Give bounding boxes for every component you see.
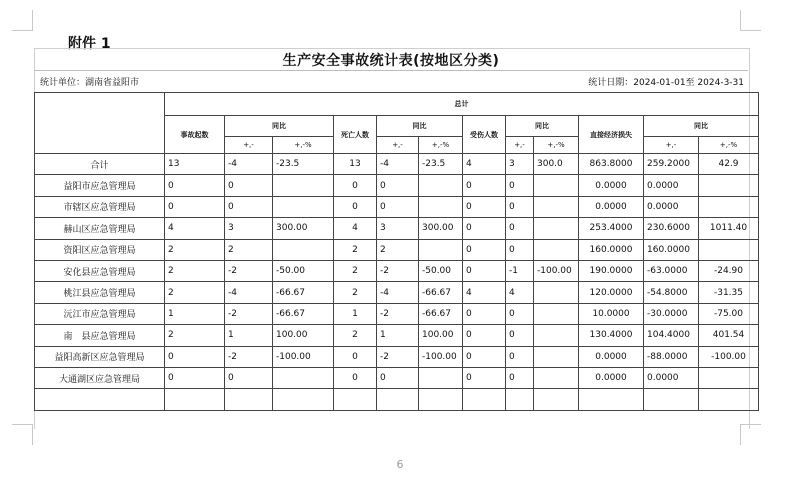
accidents-cell: 2 — [165, 239, 225, 260]
loss-cell: 0.0000 — [579, 367, 644, 388]
accidents-diff-cell: -2 — [225, 303, 273, 324]
injured-cell: 0 — [463, 367, 506, 388]
accidents-cell: 1 — [165, 303, 225, 324]
deaths-pct-cell: -50.00 — [419, 260, 463, 281]
loss-cell: 863.8000 — [579, 154, 644, 175]
loss-pct-cell — [699, 196, 759, 217]
deaths-cell: 13 — [334, 154, 377, 175]
loss-cell: 253.4000 — [579, 218, 644, 239]
loss-cell: 10.0000 — [579, 303, 644, 324]
deaths-cell: 0 — [334, 175, 377, 196]
accidents-diff-cell: 0 — [225, 196, 273, 217]
injured-diff-cell: 0 — [506, 218, 534, 239]
accidents-pct-cell: -100.00 — [273, 346, 334, 367]
accidents-pct-header: +,-% — [273, 137, 334, 154]
region-name: 合计 — [35, 154, 165, 175]
loss-diff-cell: -63.0000 — [644, 260, 699, 281]
loss-cell: 120.0000 — [579, 282, 644, 303]
loss-pct-header: +,-% — [699, 137, 759, 154]
loss-diff-header: +,- — [644, 137, 699, 154]
loss-cell: 0.0000 — [579, 346, 644, 367]
deaths-yoy-header: 同比 — [377, 116, 463, 137]
injured-diff-cell: 3 — [506, 154, 534, 175]
table-row — [35, 367, 759, 388]
loss-pct-cell — [699, 367, 759, 388]
accidents-pct-cell — [273, 196, 334, 217]
injured-diff-header: +,- — [506, 137, 534, 154]
loss-diff-cell: 0.0000 — [644, 196, 699, 217]
accidents-cell: 13 — [165, 154, 225, 175]
page-corner-mark — [12, 424, 33, 445]
loss-pct-cell: -75.00 — [699, 303, 759, 324]
accidents-cell: 0 — [165, 196, 225, 217]
loss-pct-cell: -100.00 — [699, 346, 759, 367]
deaths-cell: 4 — [334, 218, 377, 239]
accidents-pct-cell — [273, 175, 334, 196]
accidents-pct-cell — [273, 367, 334, 388]
deaths-cell: 2 — [334, 239, 377, 260]
region-header-cell — [35, 93, 165, 154]
region-name: 安化县应急管理局 — [35, 260, 165, 281]
table-row — [35, 346, 759, 367]
injured-diff-cell: 0 — [506, 196, 534, 217]
accidents-diff-cell: 2 — [225, 239, 273, 260]
deaths-header: 死亡人数 — [334, 116, 377, 154]
injured-cell: 0 — [463, 175, 506, 196]
injured-cell: 0 — [463, 218, 506, 239]
deaths-diff-header: +,- — [377, 137, 419, 154]
injured-cell: 0 — [463, 346, 506, 367]
deaths-cell: 2 — [334, 260, 377, 281]
region-name: 南 县应急管理局 — [35, 325, 165, 346]
accidents-pct-cell: -66.67 — [273, 282, 334, 303]
loss-pct-cell: 401.54 — [699, 325, 759, 346]
deaths-diff-cell: -4 — [377, 154, 419, 175]
loss-pct-cell: 1011.40 — [699, 218, 759, 239]
deaths-diff-cell: -2 — [377, 303, 419, 324]
empty-cell — [579, 389, 644, 410]
deaths-pct-cell: -100.00 — [419, 346, 463, 367]
accidents-header: 事故起数 — [165, 116, 225, 154]
accidents-cell: 2 — [165, 325, 225, 346]
empty-cell — [699, 389, 759, 410]
table-row — [35, 196, 759, 217]
table-row — [35, 282, 759, 303]
empty-cell — [644, 389, 699, 410]
statistics-table — [34, 92, 759, 411]
deaths-diff-cell: -4 — [377, 282, 419, 303]
loss-cell: 0.0000 — [579, 175, 644, 196]
region-name: 大通湖区应急管理局 — [35, 367, 165, 388]
page-number: 6 — [396, 458, 404, 471]
accidents-pct-cell: 100.00 — [273, 325, 334, 346]
deaths-diff-cell: -2 — [377, 346, 419, 367]
deaths-diff-cell: 2 — [377, 239, 419, 260]
injured-cell: 4 — [463, 154, 506, 175]
loss-cell: 160.0000 — [579, 239, 644, 260]
injured-pct-cell — [534, 325, 579, 346]
table-row — [35, 325, 759, 346]
deaths-pct-cell: -66.67 — [419, 303, 463, 324]
accidents-diff-cell: -4 — [225, 282, 273, 303]
accidents-diff-cell: -2 — [225, 260, 273, 281]
empty-cell — [463, 389, 506, 410]
injured-cell: 0 — [463, 303, 506, 324]
table-row — [35, 154, 759, 175]
region-name: 益阳高新区应急管理局 — [35, 346, 165, 367]
statistics-unit: 统计单位：湖南省益阳市 — [40, 78, 140, 88]
deaths-cell: 0 — [334, 346, 377, 367]
deaths-pct-cell — [419, 196, 463, 217]
accidents-diff-header: +,- — [225, 137, 273, 154]
deaths-cell: 0 — [334, 196, 377, 217]
accidents-cell: 0 — [165, 175, 225, 196]
region-name: 赫山区应急管理局 — [35, 218, 165, 239]
accidents-cell: 0 — [165, 367, 225, 388]
deaths-diff-cell: 0 — [377, 175, 419, 196]
injured-pct-cell — [534, 367, 579, 388]
loss-pct-cell: -24.90 — [699, 260, 759, 281]
injured-yoy-header: 同比 — [506, 116, 579, 137]
injured-cell: 4 — [463, 282, 506, 303]
region-name: 桃江县应急管理局 — [35, 282, 165, 303]
statistics-date: 统计日期：2024-01-01至 2024-3-31 — [588, 78, 744, 88]
injured-pct-cell — [534, 239, 579, 260]
injured-diff-cell: 0 — [506, 346, 534, 367]
deaths-diff-cell: 0 — [377, 367, 419, 388]
table-row — [35, 260, 759, 281]
page-corner-mark — [740, 10, 761, 31]
loss-diff-cell: -54.8000 — [644, 282, 699, 303]
title-divider — [34, 70, 748, 71]
attachment-label: 附件 1 — [68, 36, 111, 52]
loss-pct-cell — [699, 175, 759, 196]
loss-cell: 0.0000 — [579, 196, 644, 217]
total-header: 总计 — [165, 93, 759, 116]
accidents-diff-cell: 0 — [225, 367, 273, 388]
accidents-cell: 2 — [165, 282, 225, 303]
loss-diff-cell: -30.0000 — [644, 303, 699, 324]
empty-cell — [165, 389, 225, 410]
deaths-pct-cell — [419, 367, 463, 388]
accidents-cell: 2 — [165, 260, 225, 281]
injured-diff-cell: 0 — [506, 175, 534, 196]
deaths-diff-cell: 0 — [377, 196, 419, 217]
deaths-pct-cell: -23.5 — [419, 154, 463, 175]
empty-cell — [334, 389, 377, 410]
empty-cell — [377, 389, 419, 410]
accidents-cell: 0 — [165, 346, 225, 367]
deaths-diff-cell: 3 — [377, 218, 419, 239]
loss-diff-cell: 230.6000 — [644, 218, 699, 239]
deaths-pct-cell — [419, 175, 463, 196]
loss-diff-cell: 0.0000 — [644, 175, 699, 196]
table-row-empty — [35, 389, 759, 410]
loss-yoy-header: 同比 — [644, 116, 759, 137]
page-title: 生产安全事故统计表(按地区分类) — [282, 53, 500, 69]
deaths-diff-cell: 1 — [377, 325, 419, 346]
accidents-diff-cell: -4 — [225, 154, 273, 175]
injured-pct-cell — [534, 282, 579, 303]
accidents-yoy-header: 同比 — [225, 116, 334, 137]
deaths-pct-cell: -66.67 — [419, 282, 463, 303]
accidents-diff-cell: 3 — [225, 218, 273, 239]
deaths-pct-cell — [419, 239, 463, 260]
injured-cell: 0 — [463, 239, 506, 260]
accidents-pct-cell: -23.5 — [273, 154, 334, 175]
injured-pct-cell — [534, 346, 579, 367]
loss-pct-cell — [699, 239, 759, 260]
injured-diff-cell: 0 — [506, 303, 534, 324]
accidents-pct-cell: -66.67 — [273, 303, 334, 324]
loss-pct-cell: 42.9 — [699, 154, 759, 175]
injured-pct-cell: 300.0 — [534, 154, 579, 175]
deaths-pct-cell: 100.00 — [419, 325, 463, 346]
deaths-diff-cell: -2 — [377, 260, 419, 281]
table-row — [35, 218, 759, 239]
loss-diff-cell: 104.4000 — [644, 325, 699, 346]
accidents-diff-cell: -2 — [225, 346, 273, 367]
empty-cell — [419, 389, 463, 410]
loss-diff-cell: 0.0000 — [644, 367, 699, 388]
accidents-diff-cell: 0 — [225, 175, 273, 196]
injured-header: 受伤人数 — [463, 116, 506, 154]
injured-pct-cell — [534, 303, 579, 324]
accidents-diff-cell: 1 — [225, 325, 273, 346]
injured-diff-cell: 0 — [506, 239, 534, 260]
region-name: 市辖区应急管理局 — [35, 196, 165, 217]
loss-cell: 190.0000 — [579, 260, 644, 281]
loss-diff-cell: -88.0000 — [644, 346, 699, 367]
accidents-pct-cell — [273, 239, 334, 260]
deaths-cell: 2 — [334, 282, 377, 303]
loss-pct-cell: -31.35 — [699, 282, 759, 303]
injured-pct-cell: -100.00 — [534, 260, 579, 281]
region-name: 益阳市应急管理局 — [35, 175, 165, 196]
injured-diff-cell: 0 — [506, 325, 534, 346]
accidents-pct-cell: 300.00 — [273, 218, 334, 239]
table-row — [35, 239, 759, 260]
deaths-cell: 0 — [334, 367, 377, 388]
loss-header: 直接经济损失 — [579, 116, 644, 154]
deaths-cell: 1 — [334, 303, 377, 324]
injured-cell: 0 — [463, 325, 506, 346]
region-name: 资阳区应急管理局 — [35, 239, 165, 260]
accidents-pct-cell: -50.00 — [273, 260, 334, 281]
table-row — [35, 175, 759, 196]
empty-cell — [225, 389, 273, 410]
accidents-cell: 4 — [165, 218, 225, 239]
loss-diff-cell: 160.0000 — [644, 239, 699, 260]
empty-cell — [506, 389, 534, 410]
loss-cell: 130.4000 — [579, 325, 644, 346]
empty-cell — [534, 389, 579, 410]
empty-cell — [273, 389, 334, 410]
table-row — [35, 303, 759, 324]
injured-pct-header: +,-% — [534, 137, 579, 154]
deaths-pct-cell: 300.00 — [419, 218, 463, 239]
injured-pct-cell — [534, 175, 579, 196]
injured-diff-cell: 0 — [506, 367, 534, 388]
injured-pct-cell — [534, 196, 579, 217]
injured-cell: 0 — [463, 196, 506, 217]
injured-cell: 0 — [463, 260, 506, 281]
injured-pct-cell — [534, 218, 579, 239]
region-name: 沅江市应急管理局 — [35, 303, 165, 324]
empty-cell — [35, 389, 165, 410]
page-corner-mark — [12, 10, 33, 31]
deaths-cell: 2 — [334, 325, 377, 346]
deaths-pct-header: +,-% — [419, 137, 463, 154]
loss-diff-cell: 259.2000 — [644, 154, 699, 175]
injured-diff-cell: 4 — [506, 282, 534, 303]
injured-diff-cell: -1 — [506, 260, 534, 281]
